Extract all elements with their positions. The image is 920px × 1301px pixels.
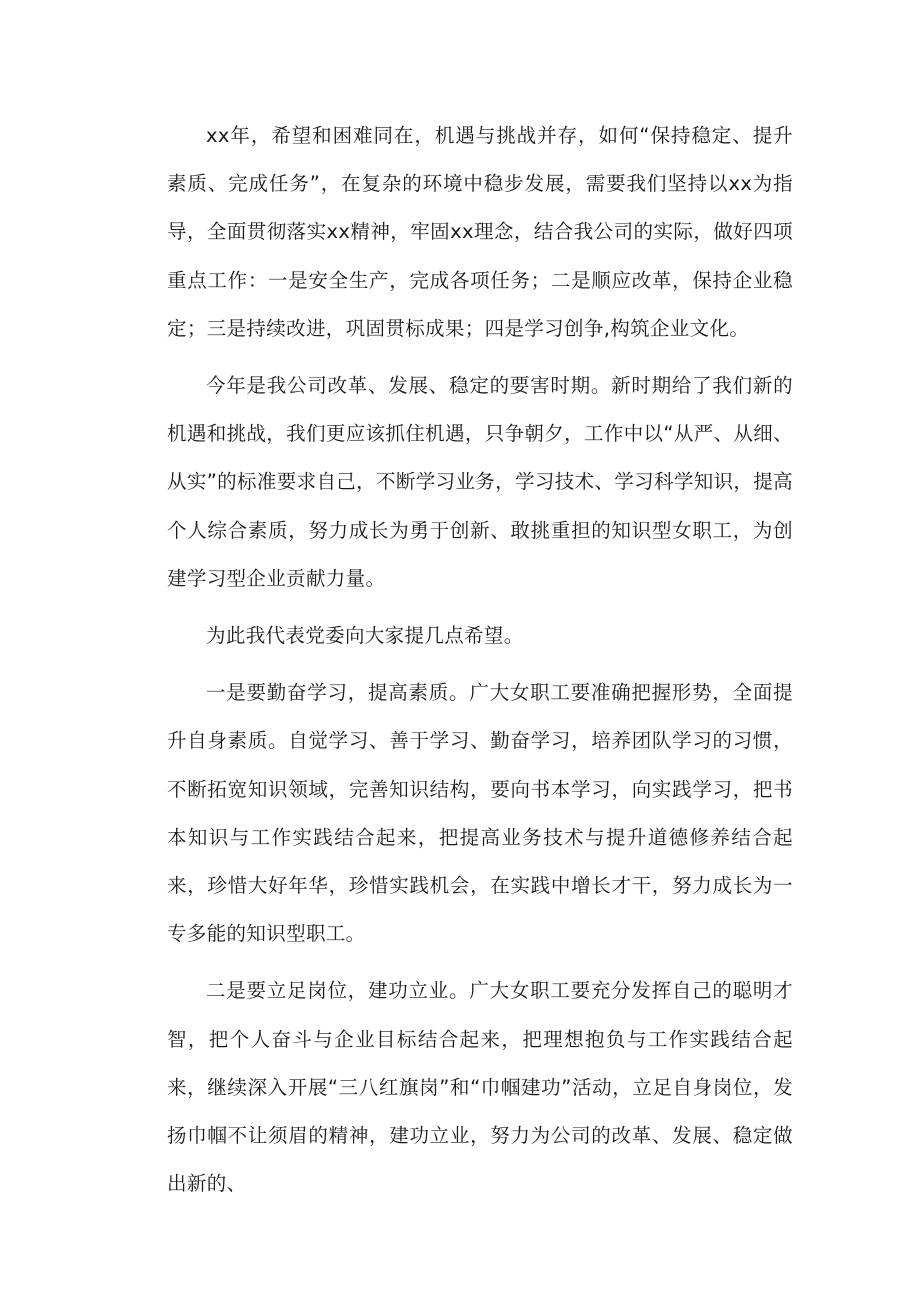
paragraph-hope-study: 一是要勤奋学习，提高素质。广大女职工要准确把握形势，全面提升自身素质。自觉学习、善于学习、勤奋学习，培养团队学习的习惯，不断拓宽知识领域，完善知识结构，要向书本学习，向实践学习，把书本知识与工作实践结合起来，把提高业务技术与提升道德修养结合起来，珍惜大好年华，珍惜实践机会，在实践中增长才干，努力成长为一专多能的知识型职工。 (167, 681, 793, 946)
document-body (167, 112, 793, 1217)
paragraph-goals: xx年，希望和困难同在，机遇与挑战并存，如何“保持稳定、提升素质、完成任务”，在复杂的环境中稳步发展，需要我们坚持以xx为指导，全面贯彻落实xx精神，牢固xx理念，结合我公司的实际，做好四项重点工作：一是安全生产，完成各项任务；二是顺应改革，保持企业稳定；三是持续改进，巩固贯标成果；四是学习创争,构筑企业文化。 (167, 124, 793, 340)
paragraph-critical-period: 今年是我公司改革、发展、稳定的要害时期。新时期给了我们新的机遇和挑战，我们更应该抓住机遇，只争朝夕，工作中以“从严、从细、从实”的标准要求自己，不断学习业务，学习技术、学习科学知识，提高个人综合素质，努力成长为勇于创新、敢挑重担的知识型女职工，为创建学习型企业贡献力量。 (167, 374, 793, 590)
paragraph-hope-post: 二是要立足岗位，建功立业。广大女职工要充分发挥自己的聪明才智，把个人奋斗与企业目标结合起来，把理想抱负与工作实践结合起来，继续深入开展“三八红旗岗”和“巾帼建功”活动，立足自身岗位，发扬巾帼不让须眉的精神，建功立业，努力为公司的改革、发展、稳定做出新的、 (167, 979, 793, 1196)
paragraph-hopes-intro: 为此我代表党委向大家提几点希望。 (206, 624, 524, 648)
